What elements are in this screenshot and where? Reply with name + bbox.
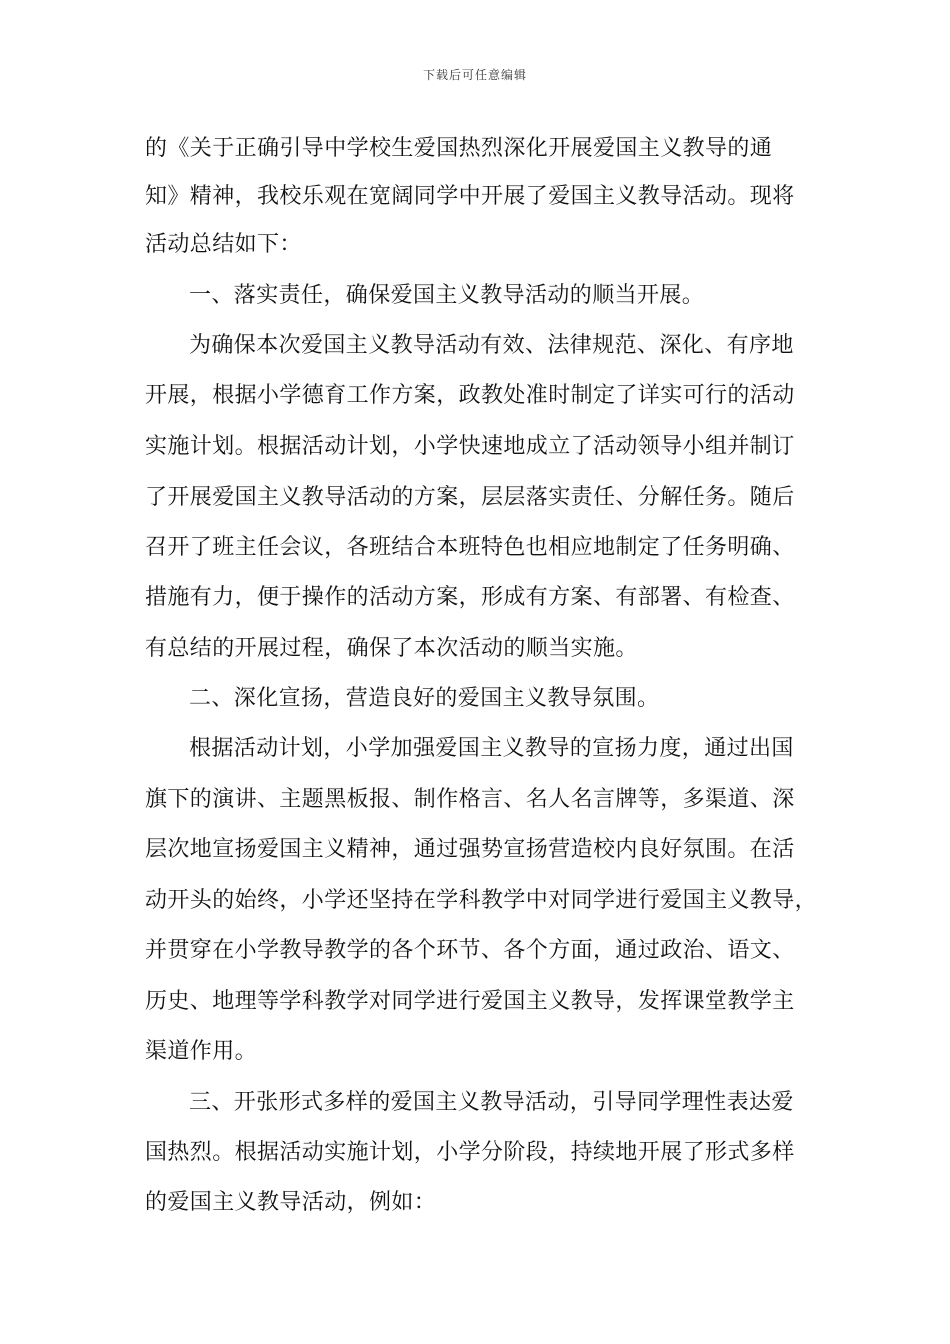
text-line: 实施计划。根据活动计划，小学快速地成立了活动领导小组并制订 [145, 434, 795, 459]
text-line: 国热烈。根据活动实施计划，小学分阶段，持续地开展了形式多样 [145, 1140, 795, 1165]
text-line: 为确保本次爱国主义教导活动有效、法律规范、深化、有序地 [189, 333, 794, 358]
text-line: 活动总结如下： [145, 232, 302, 257]
text-line: 有总结的开展过程，确保了本次活动的顺当实施。 [145, 636, 638, 661]
text-line: 了开展爱国主义教导活动的方案，层层落实责任、分解任务。随后 [145, 485, 795, 510]
section-heading: 二、深化宣扬，营造良好的爱国主义教导氛围。 [189, 686, 660, 711]
text-line: 措施有力，便于操作的活动方案，形成有方案、有部署、有检查、 [145, 585, 795, 610]
section-heading: 三、开张形式多样的爱国主义教导活动，引导同学理性表达爱 [189, 1090, 794, 1115]
text-line: 召开了班主任会议，各班结合本班特色也相应地制定了任务明确、 [145, 535, 795, 560]
text-line: 开展，根据小学德育工作方案，政教处准时制定了详实可行的活动 [145, 383, 795, 408]
text-line: 的《关于正确引导中学校生爱国热烈深化开展爱国主义教导的通 [145, 136, 773, 161]
text-line: 的爱国主义教导活动，例如： [145, 1190, 437, 1215]
page-header: 下载后可任意编辑 [422, 68, 527, 82]
text-line: 旗下的演讲、主题黑板报、制作格言、名人名言牌等，多渠道、深 [145, 787, 795, 812]
text-line: 根据活动计划，小学加强爱国主义教导的宣扬力度，通过出国 [189, 736, 794, 761]
text-line: 历史、地理等学科教学对同学进行爱国主义教导，发挥课堂教学主 [145, 989, 795, 1014]
text-line: 层次地宣扬爱国主义精神，通过强势宣扬营造校内良好氛围。在活 [145, 837, 795, 862]
text-line: 渠道作用。 [145, 1039, 258, 1064]
section-heading: 一、落实责任，确保爱国主义教导活动的顺当开展。 [189, 283, 705, 308]
text-line: 动开头的始终，小学还坚持在学科教学中对同学进行爱国主义教导， [145, 888, 818, 913]
text-line: 并贯穿在小学教导教学的各个环节、各个方面，通过政治、语文、 [145, 938, 795, 963]
text-line: 知》精神，我校乐观在宽阔同学中开展了爱国主义教导活动。现将 [145, 184, 795, 209]
